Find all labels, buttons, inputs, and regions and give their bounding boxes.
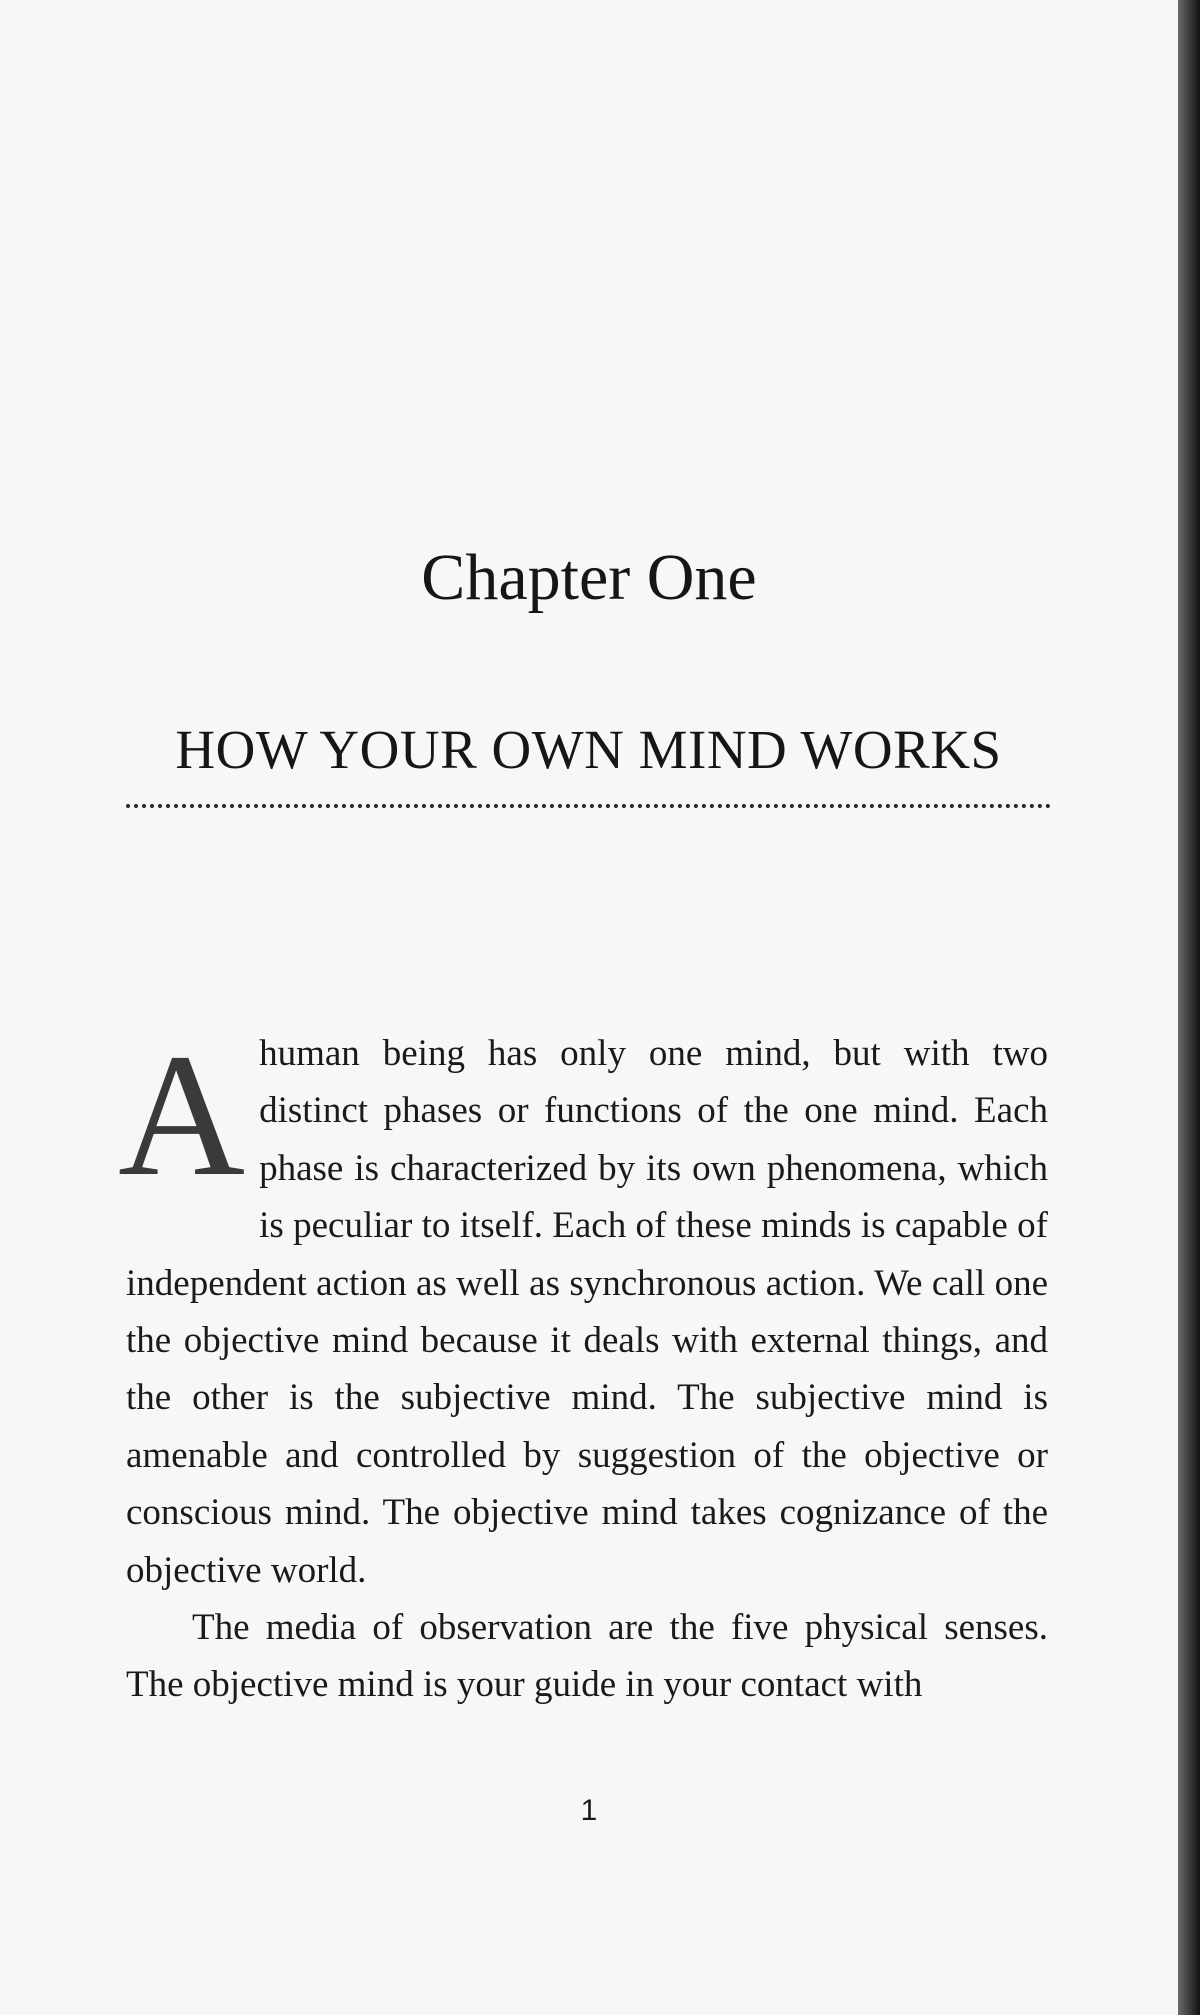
chapter-title: HOW YOUR OWN MIND WORKS: [175, 719, 1002, 780]
chapter-label: Chapter One: [421, 541, 757, 614]
page-number: 1: [580, 1794, 598, 1827]
page-edge-shadow: [1178, 0, 1200, 2015]
paragraph-1: [118, 1018, 1048, 1599]
paragraph-1-text: human being has only one mind, but with two distinct phases or functions of the one mind. Each phase is characterized by its own phenomena, which is peculiar to itself. Each of these minds is capable of independent action as well as synchronous action. We call one the objective mind because it deals with external things, and the other is the subjective mind. The subjective mind is amenable and controlled by suggestion of the objective or conscious mind. The objective mind takes cognizance of the objective world.: [126, 1033, 1048, 1591]
drop-cap: A: [118, 1018, 246, 1213]
paragraph-2: The media of observation are the five physical senses. The objective mind is your guide in your contact with: [126, 1607, 1048, 1706]
body-text: [118, 1018, 1048, 1714]
dotted-divider: [126, 804, 1051, 808]
